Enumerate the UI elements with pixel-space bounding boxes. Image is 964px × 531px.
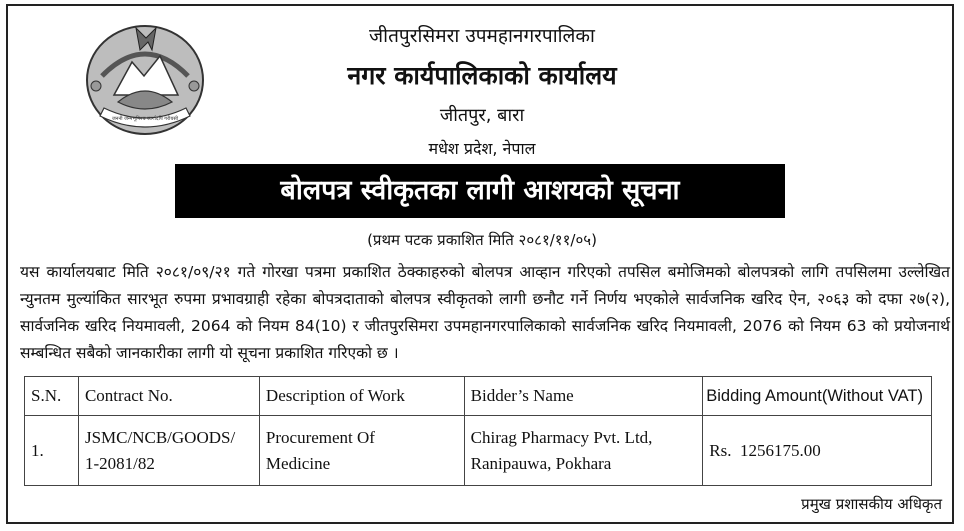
description-line2: Medicine xyxy=(265,453,331,473)
col-header-contract-no: Contract No. xyxy=(78,377,259,416)
signatory-title: प्रमुख प्रशासकीय अधिकृत xyxy=(801,495,942,513)
contract-no-line2: 1-2081/82 xyxy=(84,453,155,473)
notice-body-text: यस कार्यालयबाट मिति २०८१/०९/२१ गते गोरखा पत्रमा प्रकाशित ठेक्काहरुको बोलपत्र आव्हान गरिएको तपसिल बमोजिमको बोलपत्रको लागि तपसिलमा उल्लेखित न्युनतम मुल्यांकित सारभूत रुपमा प्रभावग्राही रहेका बोपत्रदाताको बोलपत्र स्वीकृतको लागी छनौट गर्ने निर्णय भएकोले सार्वजनिक खरिद ऐन, २०६३ को दफा २७(२), सार्वजनिक खरिद नियमावली, 2064 को नियम 84(10) र जीतपुरसिमरा उपमहानगरपालिकाको सार्वजनिक खरिद नियमावली, 2076 को नियम 63 को प्रयोजनार्थ सम्बन्धित सबैको जानकारीका लागी यो सूचना प्रकाशित गरिएको छ । xyxy=(20,263,950,362)
bid-table xyxy=(24,376,932,486)
emblem-motto: जननी जन्मभूमिश्च स्वर्गादपि गरीयसी xyxy=(111,116,179,122)
description-line1: Procurement Of xyxy=(265,427,375,447)
cell-bidding-amount: Rs. 1256175.00 xyxy=(703,416,932,486)
bidder-line1: Chirag Pharmacy Pvt. Ltd, xyxy=(470,427,653,447)
office-name: नगर कार्यपालिकाको कार्यालय xyxy=(347,61,617,90)
col-header-bidding-amount: Bidding Amount(Without VAT) xyxy=(703,377,932,416)
table-header-row xyxy=(25,377,932,416)
cell-bidder-name xyxy=(464,416,703,486)
cell-description xyxy=(259,416,464,486)
table-row xyxy=(25,416,932,486)
province-country: मधेश प्रदेश, नेपाल xyxy=(428,139,536,158)
publish-date-note: (प्रथम पटक प्रकाशित मिति २०८१/११/०५) xyxy=(367,231,597,249)
contract-no-line1: JSMC/NCB/GOODS/ xyxy=(84,427,236,447)
municipality-name: जीतपुरसिमरा उपमहानगरपालिका xyxy=(369,25,595,47)
notice-title-banner: बोलपत्र स्वीकृतका लागी आशयको सूचना xyxy=(175,164,785,218)
cell-sn: 1. xyxy=(25,416,79,486)
col-header-description: Description of Work xyxy=(259,377,464,416)
office-location: जीतपुर, बारा xyxy=(439,105,525,126)
col-header-bidder-name: Bidder’s Name xyxy=(464,377,703,416)
bidder-line2: Ranipauwa, Pokhara xyxy=(470,453,612,473)
col-header-sn: S.N. xyxy=(25,377,79,416)
cell-contract-no xyxy=(78,416,259,486)
